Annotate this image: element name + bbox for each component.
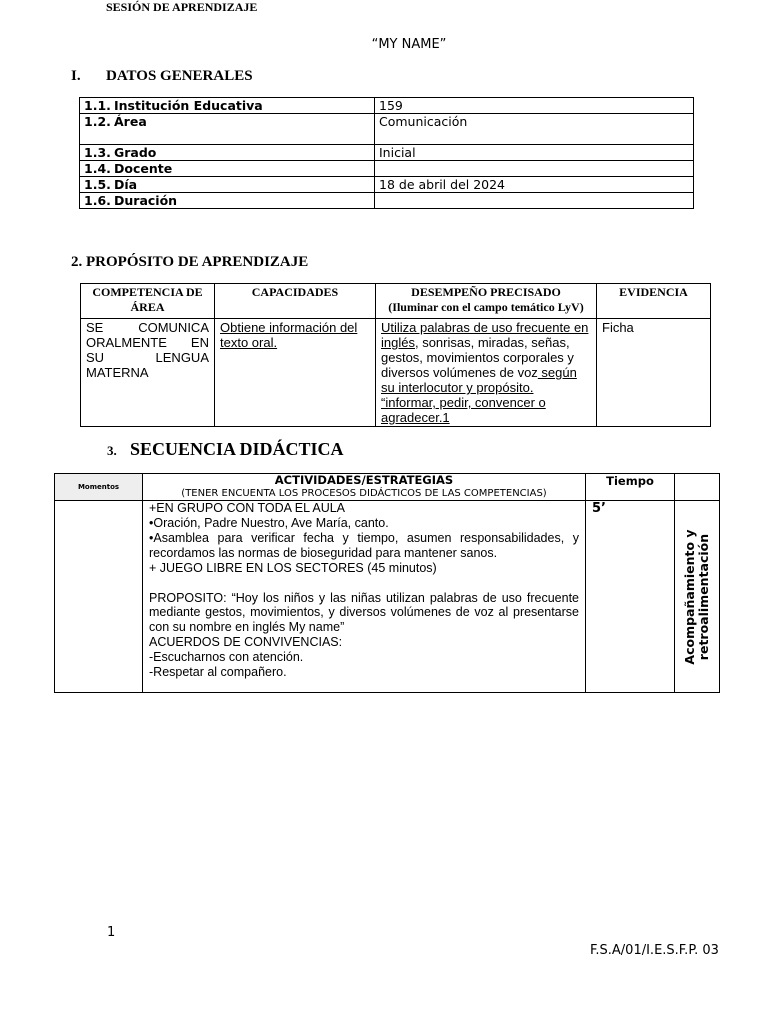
header-empty — [675, 474, 720, 501]
row-label: 1.5. Día — [80, 177, 375, 193]
section-number: 3. — [107, 443, 117, 458]
activity-line: +EN GRUPO CON TODA EL AULA — [149, 501, 346, 515]
cell-competencia: SE COMUNICA ORALMENTE EN SU LENGUA MATERNA — [81, 319, 215, 427]
table-row — [80, 193, 694, 209]
cell-desempeno: Utiliza palabras de uso frecuente en inglés, sonrisas, miradas, señas, gestos, movimientos corporales y diversos volúmenes de voz según su interlocutor y propósito. “informar, pedir, convencer o agradecer.1 — [376, 319, 597, 427]
row-label: 1.3. Grado — [80, 145, 375, 161]
table-header-row — [81, 284, 711, 319]
vertical-label: Acompañamiento y retroalimentación — [682, 528, 711, 665]
activity-line: ACUERDOS DE CONVIVENCIAS: — [149, 635, 343, 650]
row-value: Inicial — [375, 145, 694, 161]
header-actividades: ACTIVIDADES/ESTRATEGIAS (TENER ENCUENTA LOS PROCESOS DIDÁCTICOS DE LAS COMPETENCIAS) — [143, 474, 586, 501]
cell-actividades — [143, 501, 586, 693]
section-proposito-heading: 2. PROPÓSITO DE APRENDIZAJE — [71, 254, 309, 270]
row-value: 159 — [375, 98, 694, 114]
header-momentos: Momentos — [55, 474, 143, 501]
table-row — [80, 177, 694, 193]
header-evidencia: EVIDENCIA — [597, 284, 711, 319]
activity-line: PROPOSITO: “Hoy los niños y las niñas utilizan palabras de uso frecuente mediante gestos, movimientos, y diversos volúmenes de voz al presentarse con su nombre en inglés My name” — [149, 590, 579, 635]
header-capacidades: CAPACIDADES — [215, 284, 376, 319]
section-title: SECUENCIA DIDÁCTICA — [130, 439, 344, 459]
header-competencia: COMPETENCIA DE ÁREA — [81, 284, 215, 319]
cell-retroalimentacion — [675, 501, 720, 693]
row-value — [375, 161, 694, 177]
cell-capacidades: Obtiene información del texto oral. — [215, 319, 376, 427]
document-header-title: SESIÓN DE APRENDIZAJE — [106, 0, 258, 14]
row-label: 1.6. Duración — [80, 193, 375, 209]
table-header-row — [55, 474, 720, 501]
section-secuencia-heading — [107, 439, 344, 460]
row-value — [375, 193, 694, 209]
session-title: “MY NAME” — [371, 37, 447, 52]
table-row — [80, 114, 694, 145]
row-label: 1.2. Área — [80, 114, 375, 145]
cell-evidencia: Ficha — [597, 319, 711, 427]
footer-code: F.S.A/01/I.E.S.F.P. 03 — [590, 943, 719, 958]
section-number: I. — [71, 68, 81, 84]
row-label: 1.1. Institución Educativa — [80, 98, 375, 114]
cell-tiempo: 5’ — [586, 501, 675, 693]
row-value: 18 de abril del 2024 — [375, 177, 694, 193]
activity-line: •Asamblea para verificar fecha y tiempo, asumen responsabilidades, y recordamos las normas de bioseguridad para mantener sanos. — [149, 530, 579, 560]
table-row — [80, 98, 694, 114]
section-datos-generales-heading — [71, 68, 253, 85]
section-title: DATOS GENERALES — [106, 68, 253, 84]
page-number: 1 — [107, 925, 116, 940]
proposito-table — [80, 283, 711, 427]
cell-momento — [55, 501, 143, 693]
header-desempeno-note: (Iluminar con el campo temático LyV) — [388, 300, 584, 314]
header-desempeno: DESEMPEÑO PRECISADO (Iluminar con el campo temático LyV) — [376, 284, 597, 319]
table-row — [55, 501, 720, 693]
table-row — [81, 319, 711, 427]
activity-line: + JUEGO LIBRE EN LOS SECTORES (45 minutos) — [149, 560, 437, 575]
header-actividades-note: (TENER ENCUENTA LOS PROCESOS DIDÁCTICOS DE LAS COMPETENCIAS) — [181, 488, 547, 499]
row-label: 1.4. Docente — [80, 161, 375, 177]
activity-line: -Escucharnos con atención. — [149, 650, 304, 665]
secuencia-table — [54, 473, 720, 693]
header-tiempo: Tiempo — [586, 474, 675, 501]
activity-line: -Respetar al compañero. — [149, 665, 287, 680]
activity-line: •Oración, Padre Nuestro, Ave María, canto. — [149, 515, 389, 530]
datos-generales-table — [79, 97, 694, 209]
row-value: Comunicación — [375, 114, 694, 145]
table-row — [80, 145, 694, 161]
table-row — [80, 161, 694, 177]
